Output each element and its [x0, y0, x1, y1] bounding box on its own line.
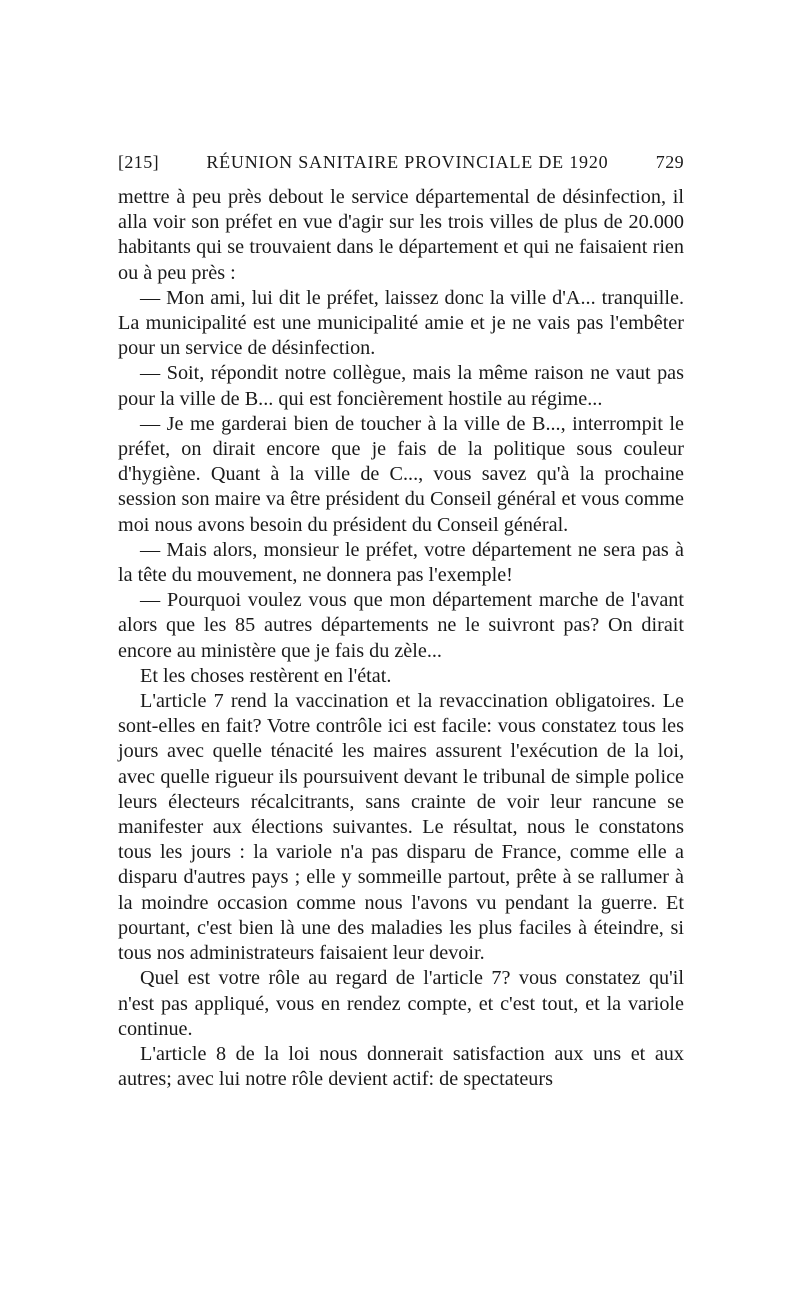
book-page [118, 152, 684, 1092]
paragraph: — Mon ami, lui dit le préfet, laissez donc la ville d'A... tranquille. La municipalité est une municipalité amie et je ne vais pas l'embêter pour un service de désinfection. [118, 286, 684, 360]
running-title: RÉUNION SANITAIRE PROVINCIALE DE 1920 [206, 152, 609, 172]
body-text [118, 185, 684, 1092]
running-header [118, 152, 684, 173]
paragraph: L'article 8 de la loi nous donnerait satisfaction aux uns et aux autres; avec lui notre rôle devient actif: de spectateurs [118, 1042, 684, 1091]
paragraph: mettre à peu près debout le service départemental de désinfection, il alla voir son préfet en vue d'agir sur les trois villes de plus de 20.000 habitants qui se trouvaient dans le département et qui ne faisaient rien ou à peu près : [118, 186, 684, 284]
paragraph: — Mais alors, monsieur le préfet, votre département ne sera pas à la tête du mouvement, ne donnera pas l'exemple! [118, 538, 684, 587]
section-number: [215] [118, 152, 159, 172]
paragraph: L'article 7 rend la vaccination et la revaccination obligatoires. Le sont-elles en fait? Votre contrôle ici est facile: vous constatez tous les jours avec quelle ténacité les maires assurent l'exécution de la loi, avec quelle rigueur ils poursuivent devant le tribunal de simple police leurs électeurs récalcitrants, sans crainte de voir leur rancune se manifester aux élections suivantes. Le résultat, nous le constatons tous les jours : la variole n'a pas disparu de France, comme elle a disparu d'autres pays ; elle y sommeille partout, prête à se rallumer à la moindre occasion comme nous l'avons vu pendant la guerre. Et pourtant, c'est bien là une des maladies les plus faciles à éteindre, si tous nos administrateurs faisaient leur devoir. [118, 690, 684, 965]
page-number: 729 [655, 152, 684, 172]
paragraph: — Je me garderai bien de toucher à la ville de B..., interrompit le préfet, on dirait encore que je fais de la politique sous couleur d'hygiène. Quant à la ville de C..., vous savez qu'à la prochaine session son maire va être président du Conseil général et vous comme moi nous avons besoin du président du Conseil général. [118, 412, 684, 536]
paragraph: Quel est votre rôle au regard de l'article 7? vous constatez qu'il n'est pas appliqué, vous en rendez compte, et c'est tout, et la variole continue. [118, 967, 684, 1040]
paragraph: — Pourquoi voulez vous que mon département marche de l'avant alors que les 85 autres départements ne le suivront pas? On dirait encore au ministère que je fais du zèle... [118, 589, 684, 662]
paragraph: Et les choses restèrent en l'état. [140, 664, 392, 687]
paragraph: — Soit, répondit notre collègue, mais la même raison ne vaut pas pour la ville de B... qui est foncièrement hostile au régime... [118, 362, 684, 410]
